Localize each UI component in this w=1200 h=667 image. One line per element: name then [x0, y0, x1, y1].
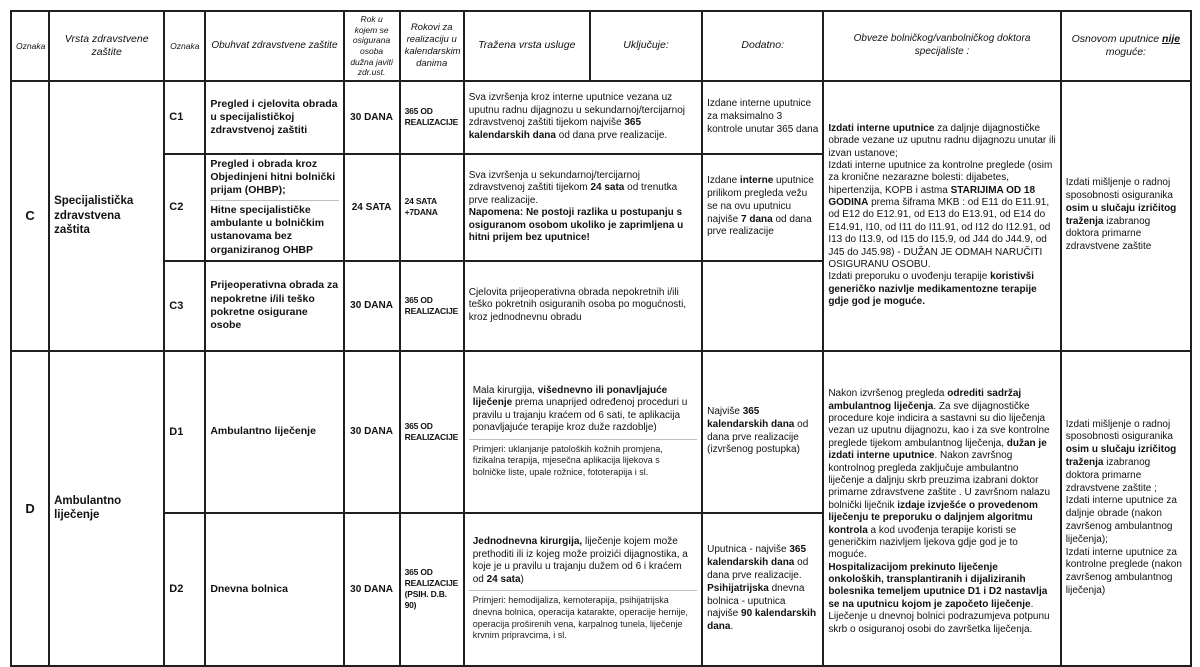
cell-d2-code: D2 [164, 513, 205, 666]
cell-d1-usluga-main: Mala kirurgija, višednevno ili ponavljajuće liječenje prema unaprijed određenoj proceduri u pravilu u trajanju kraćem od 6 sati, te aplikacija ponavljajuće terapije kroz duže razdoblje) [472, 384, 688, 434]
cell-d1-obuhvat: Ambulantno liječenje [205, 351, 343, 513]
header-row [11, 11, 1191, 81]
cell-section-c-name: Specijalistička zdravstvena zaštita [49, 81, 164, 351]
cell-d-obveze: Nakon izvršenog pregleda odrediti sadržaj ambulantnog liječenja. Za sve dijagnostičke procedure koje indicira a sastavni su dio liječenja vezan uz uputnu dijagnozu, kao i za sve kontrolne preglede tijekom ambulantnog liječenja, dužan je izdati interne uputnice. Nakon završnog kontrolnog pregleda zaključuje ambulantno liječenje a daljnju skrb preuzima izabrani doktor primarne zdravstvene zaštite . U završnom nalazu bolnički liječnik izdaje izvješće o provedenom liječenju te preporuku o daljnjem algoritmu kontrola a kod uvođenja terapije koristi se generičkim nazivljem ljekova gdje god je to moguće. Hospitalizacijom prekinuto liječenje onkoloških, transplantiranih i dijaliziranih bolesnika temeljem uputnice D1 i D2 nastavlja se na uputnicu kojom je započeto liječenje. Liječenje u dnevnoj bolnici podrazumjeva potpunu skrb o osiguranoj osobi do završetka liječenja. [823, 351, 1060, 666]
header-dodatno: Dodatno: [702, 11, 823, 81]
header-obveze: Obveze bolničkog/vanbolničkog doktora specijaliste : [823, 11, 1060, 81]
header-ukljucuje: Uključuje: [590, 11, 702, 81]
cell-c2-obuhvat [205, 154, 343, 261]
cell-section-d-name: Ambulantno liječenje [49, 351, 164, 666]
cell-d-osnovom: Izdati mišljenje o radnoj sposobnosti osiguranika osim u slučaju izričitog traženja izabranog doktora primarne zdravstvene zaštite ; Izdati interne uputnice za daljnje obrade (nakon završenog ambulantnog liječenja); Izdati interne uputnice za kontrolne preglede (nakon završenog ambulantnog liječenja) [1061, 351, 1191, 666]
cell-d2-dodatno: Uputnica - najviše 365 kalendarskih dana od dana prve realizacije. Psihijatrijska dnevna bolnica - uputnica najviše 90 kalendarskih dana. [702, 513, 823, 666]
cell-d1-usluga [464, 351, 702, 513]
cell-c1-rok: 30 DANA [344, 81, 400, 154]
cell-d1-dodatno: Najviše 365 kalendarskih dana od dana prve realizacije (izvršenog postupka) [702, 351, 823, 513]
cell-c1-dodatno: Izdane interne uputnice za maksimalno 3 kontrole unutar 365 dana [702, 81, 823, 154]
header-oznaka-1: Oznaka [11, 11, 49, 81]
cell-c2-obuhvat-part1: Pregled i obrada kroz Objedinjeni hitni bolnički prijam (OHBP); [210, 157, 336, 196]
cell-c2-code: C2 [164, 154, 205, 261]
cell-d1-rokovi: 365 OD REALIZACIJE [400, 351, 464, 513]
row-c1 [11, 81, 1191, 154]
header-rok: Rok u kojem se osigurana osoba dužna javiti zdr.ust. [344, 11, 400, 81]
header-obuhvat: Obuhvat zdravstvene zaštite [205, 11, 343, 81]
cell-c1-code: C1 [164, 81, 205, 154]
cell-d2-usluga-primjeri: Primjeri: hemodijaliza, kemoterapija, psihijatrijska dnevna bolnica, operacija katarakte, operacije hernije, operacija proširenih vena, karpalnog tunela, liječenje krvnim pripravcima, i sl. [469, 590, 697, 646]
cell-c3-code: C3 [164, 261, 205, 351]
cell-c2-usluga: Sva izvršenja u sekundarnoj/tercijarnoj zdravstvenoj zaštiti tijekom 24 sata od trenutka prve realizacije. Napomena: Ne postoji razlika u postupanju s osiguranom osobom ukoliko je zaprimljena u hitni prijem bez uputnice! [464, 154, 702, 261]
cell-c2-rok: 24 SATA [344, 154, 400, 261]
cell-section-d-code: D [11, 351, 49, 666]
cell-c-obveze: Izdati interne uputnice za daljnje dijagnostičke obrade vezane uz uputnu radnu dijagnozu unutar ili izvan ustanove; Izdati interne uputnice za kontrolne preglede (osim za kronične nezarazne bolesti: dijabetes, hipertenzija, KOPB i astma STARIJIMA OD 18 GODINA prema šiframa MKB : od E11 do E11.91, od E12 do E12.91, od E13 do E13.91, od E14 do E14.91, I10, od I11 do I11.91, od I12 do I12.91, od I13 do I13.9, od I15 do I15.9, od J44 do J44.9, od J45 do J45.98) - DUŽAN JE ODMAH NARUČITI OSIGURANU OSOBU. Izdati preporuku o uvođenju terapije koristivši generičko nazivlje medikamentozne terapije gdje god je moguće. [823, 81, 1060, 351]
cell-section-c-code: C [11, 81, 49, 351]
cell-c-osnovom: Izdati mišljenje o radnoj sposobnosti osiguranika osim u slučaju izričitog traženja izabranog doktora primarne zdravstvene zaštite [1061, 81, 1191, 351]
cell-c3-dodatno [702, 261, 823, 351]
cell-d1-usluga-primjeri: Primjeri: uklanjanje patoloških kožnih promjena, fizikalna terapija, mjesečna aplikacija lijekova s bolničke liste, upale rožnice, fototerapija i sl. [469, 439, 697, 483]
cell-c3-usluga: Cjelovita prijeoperativna obrada nepokretnih i/ili teško pokretnih osiguranih osoba po mogućnosti, kroz jednodnevnu obradu [464, 261, 702, 351]
header-oznaka-2: Oznaka [164, 11, 205, 81]
cell-c1-rokovi: 365 OD REALIZACIJE [400, 81, 464, 154]
cell-c2-rokovi: 24 SATA +7DANA [400, 154, 464, 261]
row-d1 [11, 351, 1191, 513]
cell-c3-rok: 30 DANA [344, 261, 400, 351]
header-vrsta: Vrsta zdravstvene zaštite [49, 11, 164, 81]
cell-d2-usluga [464, 513, 702, 666]
cell-c1-usluga: Sva izvršenja kroz interne uputnice vezana uz uputnu radnu dijagnozu u sekundarnoj/tercijarnoj zdravstvenoj zaštiti tijekom najviše 365 kalendarskih dana od dana prve realizacije. [464, 81, 702, 154]
cell-d1-rok: 30 DANA [344, 351, 400, 513]
header-rokovi: Rokovi za realizaciju u kalendarskim danima [400, 11, 464, 81]
cell-c3-obuhvat: Prijeoperativna obrada za nepokretne i/ili teško pokretne osigurane osobe [205, 261, 343, 351]
cell-d1-code: D1 [164, 351, 205, 513]
header-trazena: Tražena vrsta usluge [464, 11, 590, 81]
cell-d2-rokovi: 365 OD REALIZACIJE (PSIH. D.B. 90) [400, 513, 464, 666]
cell-d2-rok: 30 DANA [344, 513, 400, 666]
cell-c3-rokovi: 365 OD REALIZACIJE [400, 261, 464, 351]
referral-rules-table [10, 10, 1192, 667]
header-osnovom: Osnovom uputnice nije moguće: [1061, 11, 1191, 81]
cell-c1-obuhvat: Pregled i cjelovita obrada u specijalističkoj zdravstvenoj zaštiti [205, 81, 343, 154]
cell-c2-obuhvat-part2: Hitne specijalističke ambulante u bolničkim ustanovama bez organiziranog OHBP [210, 200, 338, 260]
cell-d2-usluga-main: Jednodnevna kirurgija, liječenje kojem može prethoditi ili iz kojeg može proizići dijagnostika, a koje je u pravilu u trajanju dužem od 6 i kraćem od 24 sata) [472, 536, 688, 585]
cell-c2-dodatno: Izdane interne uputnice prilikom pregleda vežu se na ovu uputnicu najviše 7 dana od dana prve realizacije [702, 154, 823, 261]
cell-d2-obuhvat: Dnevna bolnica [205, 513, 343, 666]
